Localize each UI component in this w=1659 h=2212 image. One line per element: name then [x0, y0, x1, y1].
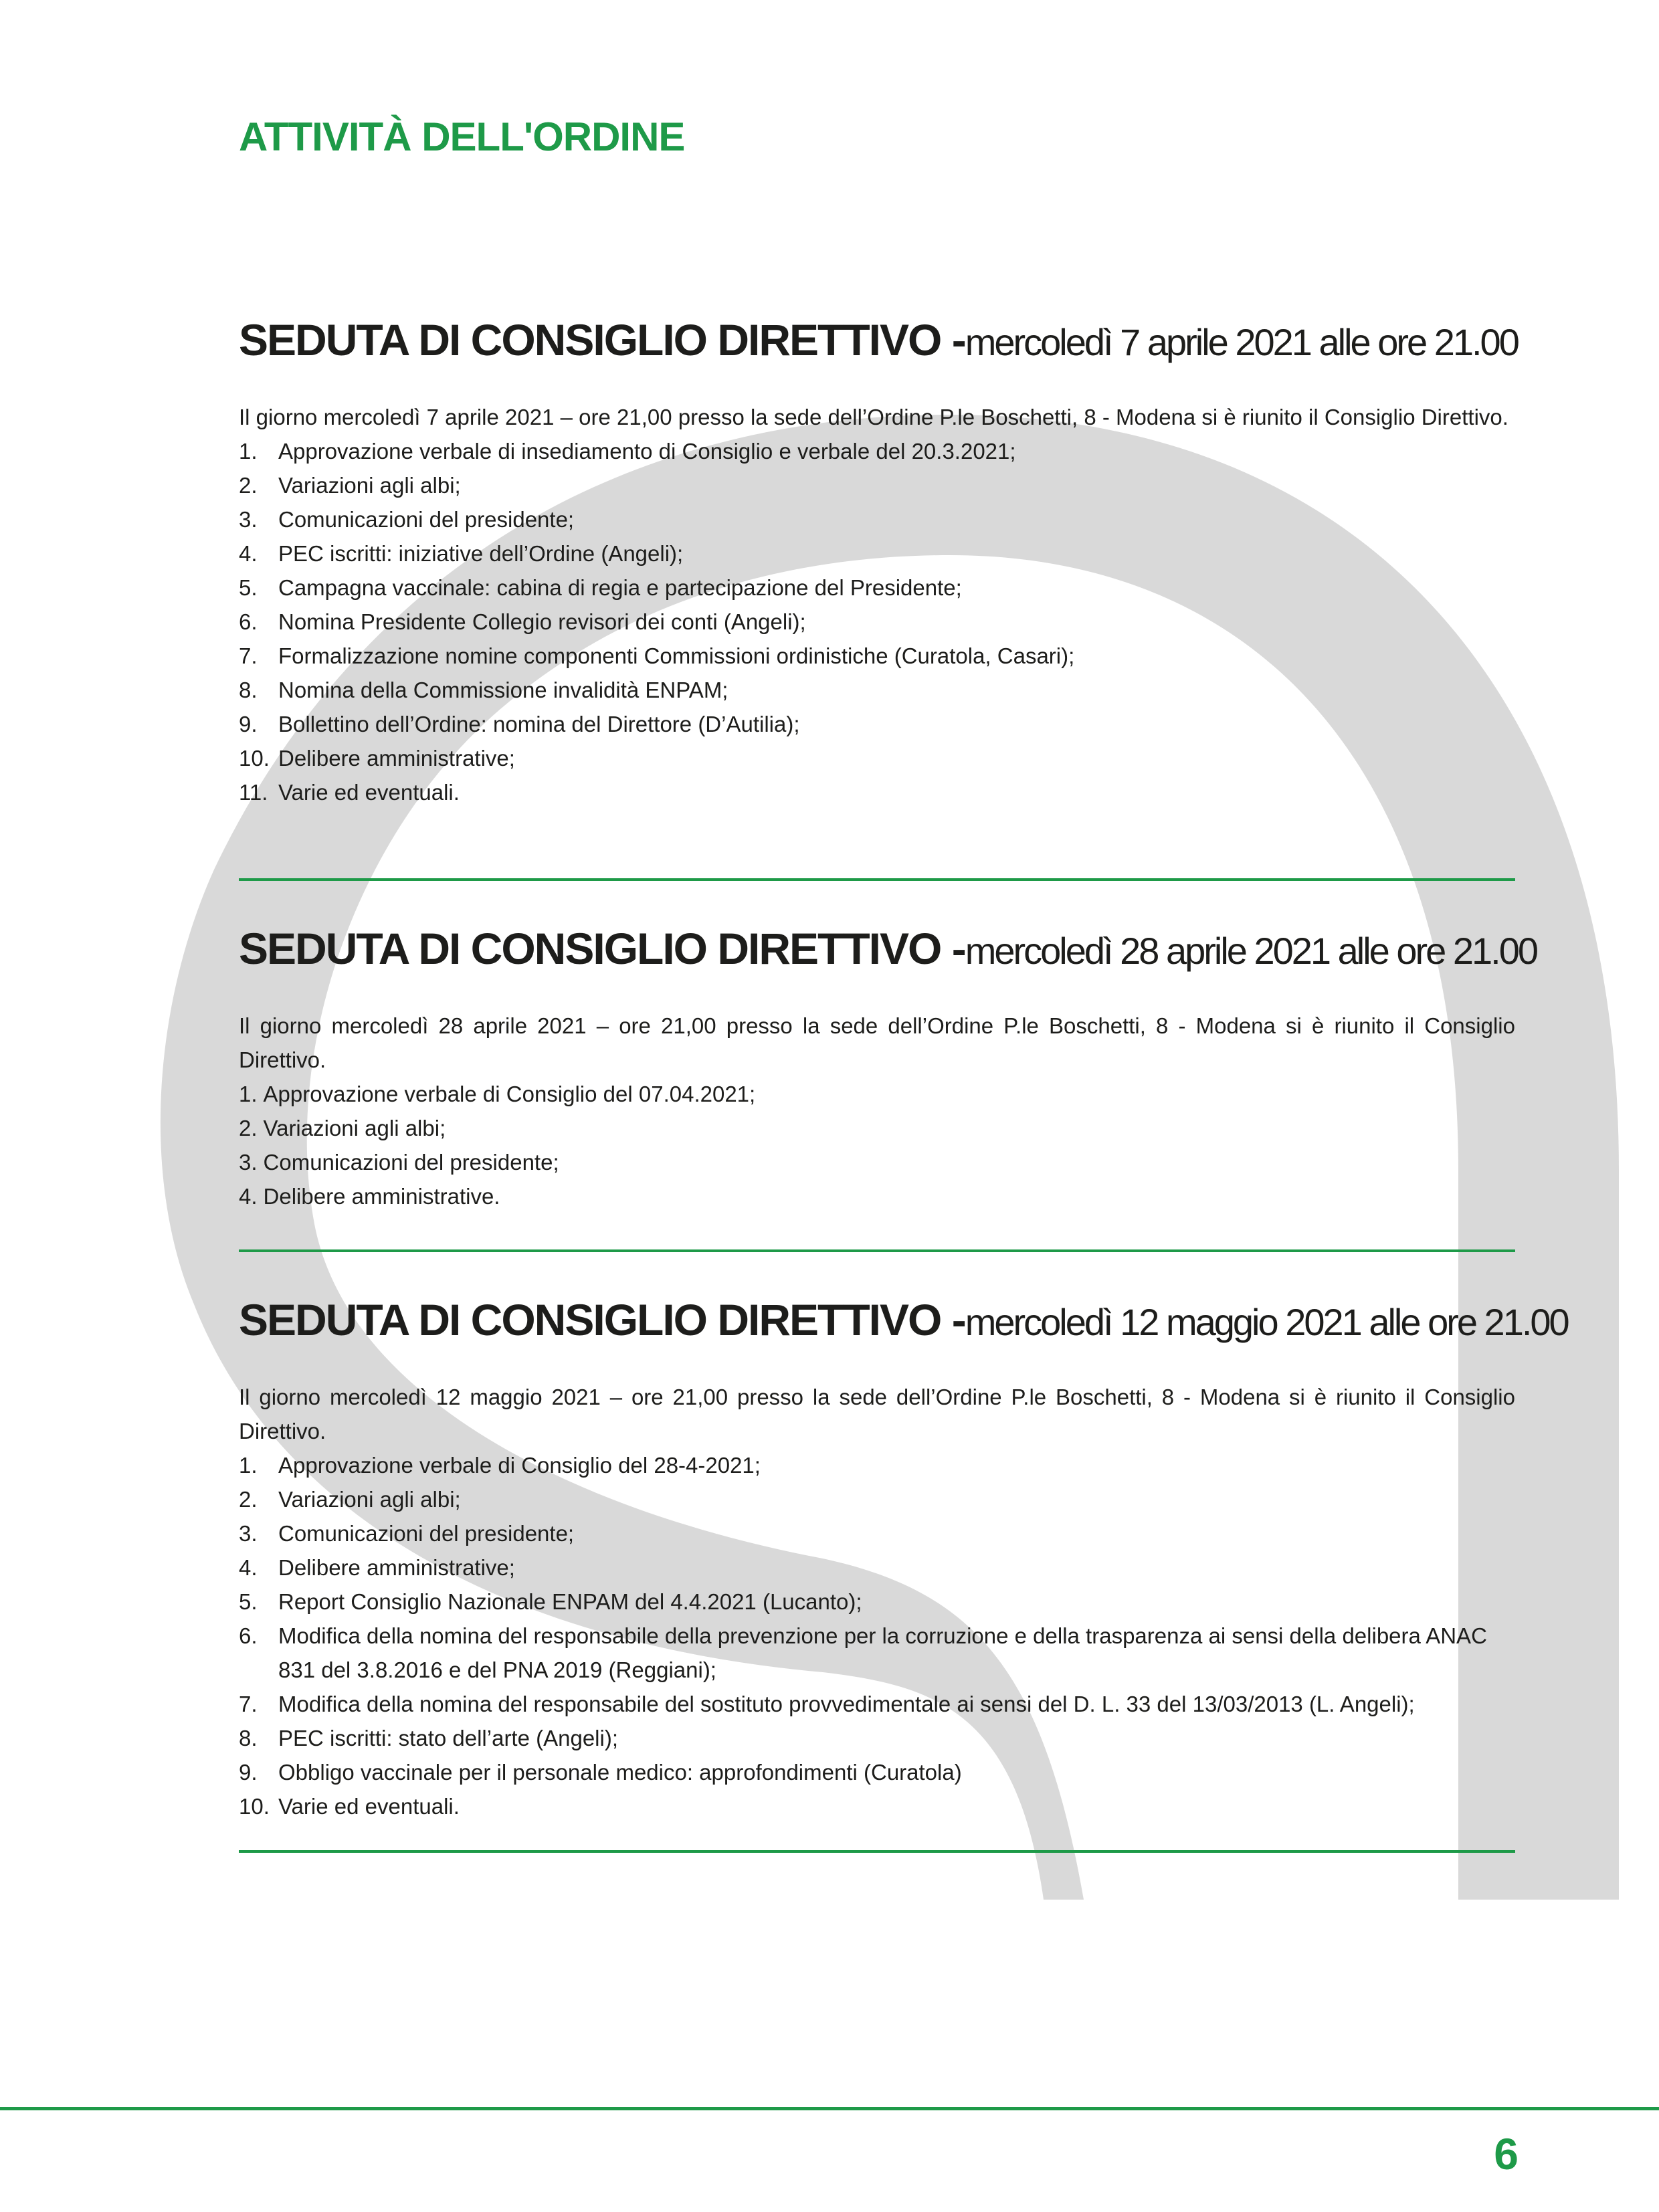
agenda-item [239, 1619, 1515, 1687]
session-heading [239, 923, 1537, 983]
agenda-list [239, 1448, 1515, 1823]
agenda-item [239, 502, 1515, 536]
section-title: ATTIVITÀ DELL'ORDINE [239, 114, 685, 159]
agenda-item-number: 3. [239, 1150, 258, 1175]
agenda-item-number: 1. [239, 1453, 258, 1478]
agenda-item-text: Campagna vaccinale: cabina di regia e partecipazione del Presidente; [278, 575, 962, 600]
agenda-item-text: Delibere amministrative. [263, 1184, 500, 1209]
agenda-item [239, 1585, 1515, 1619]
agenda-item-number: 7. [239, 1692, 258, 1716]
section-divider [239, 1249, 1515, 1252]
page-number: 6 [1494, 2129, 1519, 2179]
agenda-item-text: Obbligo vaccinale per il personale medico: approfondimenti (Curatola) [278, 1760, 962, 1785]
agenda-item-text: Formalizzazione nomine componenti Commissioni ordinistiche (Curatola, Casari); [278, 643, 1075, 668]
agenda-item-number: 2. [239, 1116, 258, 1140]
agenda-item-text: Varie ed eventuali. [278, 780, 460, 805]
agenda-item-text: PEC iscritti: iniziative dell’Ordine (Angeli); [278, 541, 684, 566]
session-heading-date: mercoledì 12 maggio 2021 alle ore 21.00 [965, 1301, 1568, 1343]
agenda-item [239, 673, 1515, 707]
agenda-item [239, 741, 1515, 775]
agenda-item [239, 1111, 1515, 1145]
session-heading-main: SEDUTA DI CONSIGLIO DIRETTIVO - [239, 315, 965, 365]
agenda-item-text: Comunicazioni del presidente; [278, 507, 575, 532]
agenda-item-number: 6. [239, 609, 258, 634]
session-heading [239, 1294, 1568, 1354]
agenda-item-number: 5. [239, 575, 258, 600]
agenda-item [239, 1721, 1515, 1755]
agenda-item [239, 1077, 1515, 1111]
agenda-item [239, 1179, 1515, 1213]
agenda-item-number: 4. [239, 541, 258, 566]
agenda-item [239, 468, 1515, 502]
agenda-item [239, 536, 1515, 571]
agenda-item-text: Variazioni agli albi; [263, 1116, 446, 1140]
agenda-item-number: 8. [239, 678, 258, 702]
agenda-item [239, 1550, 1515, 1585]
agenda-item [239, 605, 1515, 639]
agenda-item-number: 8. [239, 1726, 258, 1750]
session-heading [239, 314, 1518, 375]
session-heading-date: mercoledì 28 aprile 2021 alle ore 21.00 [965, 930, 1537, 972]
agenda-item [239, 1687, 1515, 1721]
agenda-list [239, 1077, 1515, 1213]
agenda-item-number: 5. [239, 1589, 258, 1614]
section-divider [239, 878, 1515, 881]
agenda-item-text: Variazioni agli albi; [278, 473, 461, 498]
agenda-item-number: 3. [239, 1521, 258, 1546]
agenda-item [239, 571, 1515, 605]
agenda-item-text: Variazioni agli albi; [278, 1487, 461, 1512]
agenda-item-number: 11. [239, 780, 268, 805]
agenda-item-number: 10. [239, 1794, 270, 1819]
agenda-item-text: Modifica della nomina del responsabile della prevenzione per la corruzione e della trasparenza ai sensi della delibera ANAC 831 del 3.8.2016 e del PNA 2019 (Reggiani); [278, 1623, 1487, 1682]
agenda-item-text: Approvazione verbale di Consiglio del 07.04.2021; [263, 1082, 756, 1106]
agenda-item-text: Bollettino dell’Ordine: nomina del Direttore (D’Autilia); [278, 712, 800, 736]
agenda-item-text: Modifica della nomina del responsabile del sostituto provvedimentale ai sensi del D. L. 33 del 13/03/2013 (L. Angeli); [278, 1692, 1415, 1716]
agenda-item-text: Nomina Presidente Collegio revisori dei conti (Angeli); [278, 609, 806, 634]
session-intro: Il giorno mercoledì 7 aprile 2021 – ore 21,00 presso la sede dell’Ordine P.le Boschetti, 8 - Modena si è riunito il Consiglio Direttivo. [239, 405, 1508, 429]
agenda-item [239, 1755, 1515, 1789]
agenda-item-text: Approvazione verbale di insediamento di Consiglio e verbale del 20.3.2021; [278, 439, 1016, 464]
agenda-list [239, 434, 1515, 809]
agenda-item [239, 707, 1515, 741]
agenda-item-number: 3. [239, 507, 258, 532]
session-block-2 [239, 923, 1537, 1213]
agenda-item-text: Comunicazioni del presidente; [263, 1150, 559, 1175]
agenda-item-text: Nomina della Commissione invalidità ENPAM; [278, 678, 728, 702]
agenda-item-text: Approvazione verbale di Consiglio del 28-4-2021; [278, 1453, 761, 1478]
agenda-item-number: 9. [239, 712, 258, 736]
agenda-item-text: Varie ed eventuali. [278, 1794, 460, 1819]
agenda-item [239, 775, 1515, 809]
section-divider [239, 1850, 1515, 1853]
agenda-item-number: 4. [239, 1555, 258, 1580]
agenda-item-number: 9. [239, 1760, 258, 1785]
agenda-item-text: Delibere amministrative; [278, 1555, 515, 1580]
agenda-item [239, 1789, 1515, 1823]
agenda-item-number: 1. [239, 1082, 258, 1106]
agenda-item-number: 4. [239, 1184, 258, 1209]
agenda-item-text: Delibere amministrative; [278, 746, 515, 771]
agenda-item [239, 434, 1515, 468]
session-block-1 [239, 314, 1518, 809]
agenda-item [239, 639, 1515, 673]
session-intro: Il giorno mercoledì 12 maggio 2021 – ore 21,00 presso la sede dell’Ordine P.le Boschetti, 8 - Modena si è riunito il Consiglio Direttivo. [239, 1385, 1515, 1443]
session-intro: Il giorno mercoledì 28 aprile 2021 – ore 21,00 presso la sede dell’Ordine P.le Boschetti, 8 - Modena si è riunito il Consiglio Direttivo. [239, 1013, 1515, 1072]
agenda-item-number: 10. [239, 746, 270, 771]
session-heading-main: SEDUTA DI CONSIGLIO DIRETTIVO - [239, 924, 965, 973]
agenda-item [239, 1482, 1515, 1516]
footer-rule [0, 2107, 1659, 2110]
session-block-3 [239, 1294, 1568, 1823]
agenda-item-number: 6. [239, 1623, 258, 1648]
session-heading-date: mercoledì 7 aprile 2021 alle ore 21.00 [965, 321, 1518, 363]
agenda-item-number: 1. [239, 439, 258, 464]
agenda-item-number: 2. [239, 1487, 258, 1512]
agenda-item [239, 1516, 1515, 1550]
agenda-item-number: 2. [239, 473, 258, 498]
agenda-item-text: Comunicazioni del presidente; [278, 1521, 575, 1546]
agenda-item-number: 7. [239, 643, 258, 668]
agenda-item [239, 1448, 1515, 1482]
session-heading-main: SEDUTA DI CONSIGLIO DIRETTIVO - [239, 1295, 965, 1344]
agenda-item-text: Report Consiglio Nazionale ENPAM del 4.4.2021 (Lucanto); [278, 1589, 862, 1614]
agenda-item [239, 1145, 1515, 1179]
agenda-item-text: PEC iscritti: stato dell’arte (Angeli); [278, 1726, 619, 1750]
